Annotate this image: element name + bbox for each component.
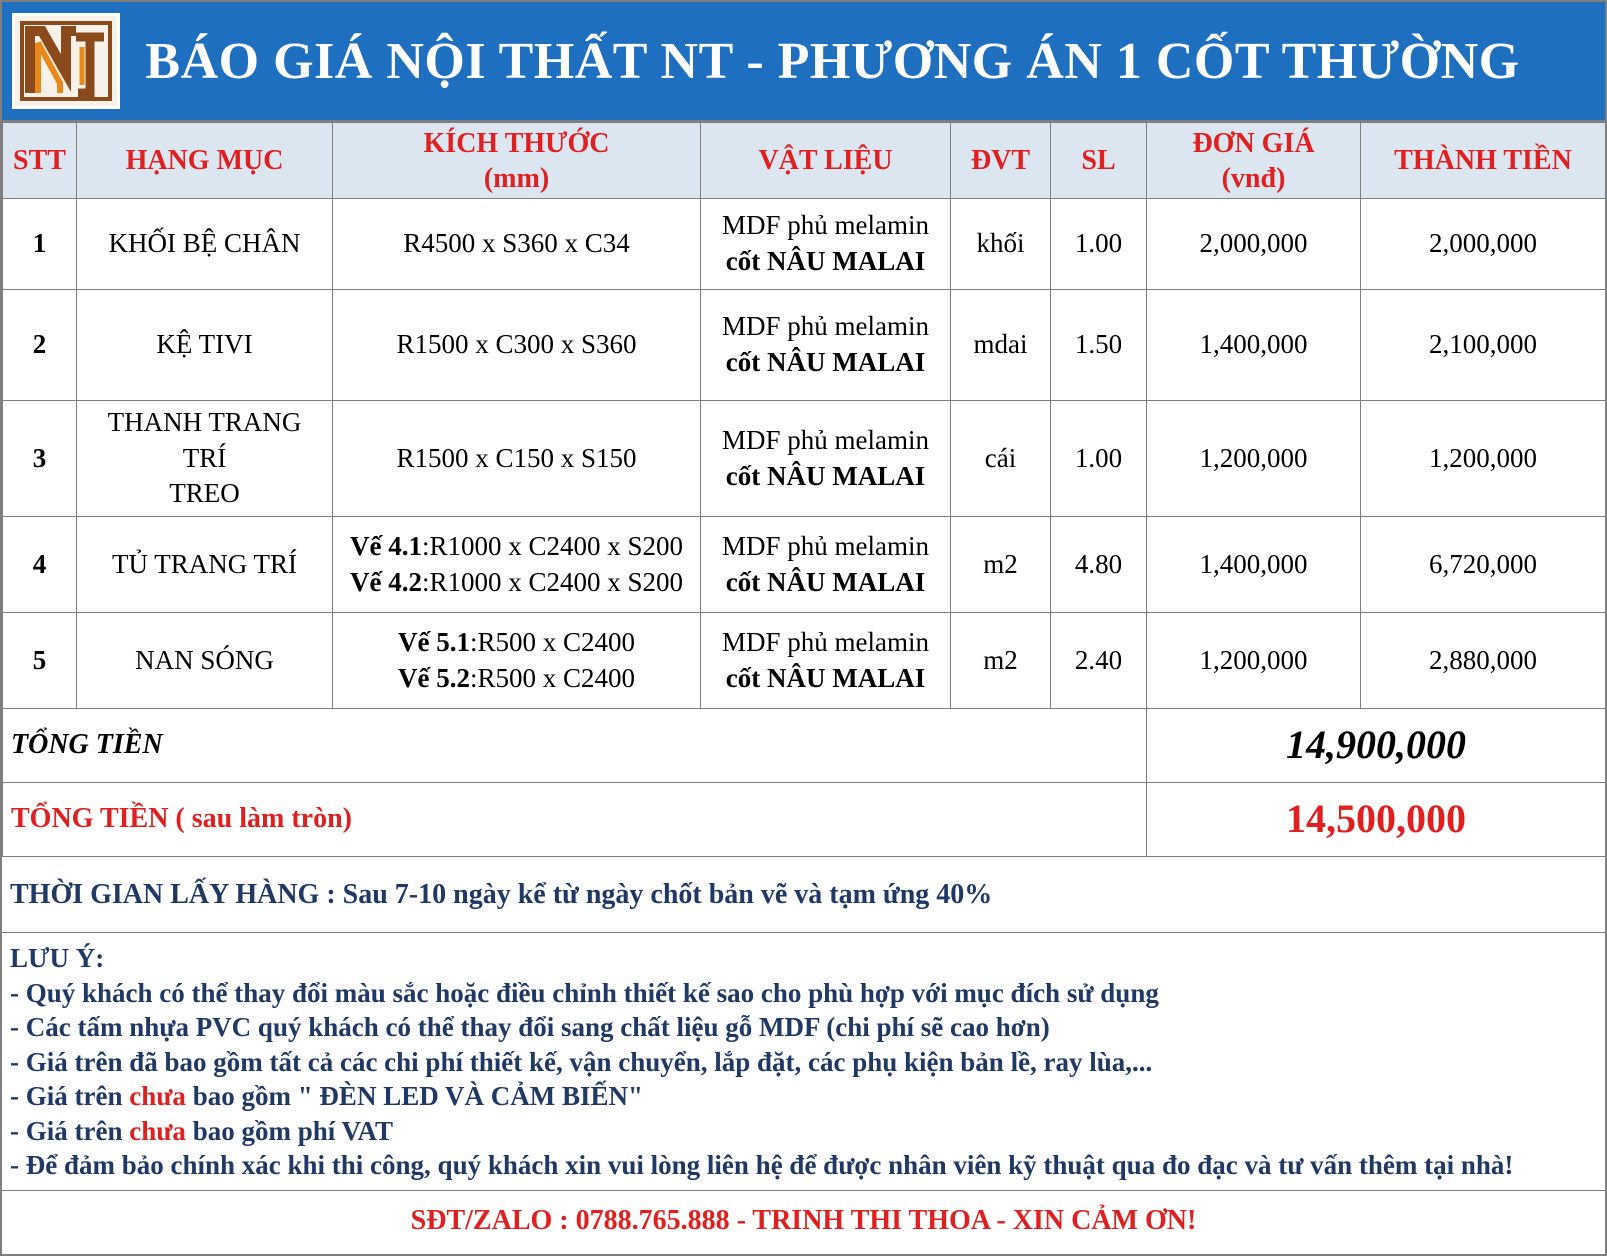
note-line: [10, 1079, 1597, 1114]
material-line1: MDF phủ melamin: [722, 424, 929, 455]
cell-item: [77, 199, 333, 290]
cell-price: 1,200,000: [1147, 401, 1361, 517]
col-qty: SL: [1051, 123, 1147, 199]
size-line1: [339, 625, 694, 661]
col-size: [333, 123, 701, 199]
cell-amount: 2,100,000: [1361, 290, 1606, 401]
item-line1: KHỐI BỆ CHÂN: [108, 228, 301, 259]
size-value: R1500 x C150 x S150: [396, 442, 637, 473]
item-line1: NAN SÓNG: [135, 644, 274, 675]
note-highlight: chưa: [129, 1115, 186, 1146]
note-line: - Các tấm nhựa PVC quý khách có thể thay đổi sang chất liệu gỗ MDF (chi phí sẽ cao hơn): [10, 1012, 1050, 1042]
cell-material: [701, 613, 951, 709]
col-price: [1147, 123, 1361, 199]
material-line2: cốt NÂU MALAI: [725, 347, 926, 377]
cell-qty: 1.00: [1051, 199, 1147, 290]
table-header-row: [3, 123, 1606, 199]
total-label: TỔNG TIỀN: [3, 709, 1147, 783]
material-line2: cốt NÂU MALAI: [725, 246, 926, 276]
delivery-time: THỜI GIAN LẤY HÀNG : Sau 7-10 ngày kể từ ngày chốt bản vẽ và tạm ứng 40%: [2, 857, 1605, 933]
cell-size: [333, 613, 701, 709]
total-row: [3, 709, 1606, 783]
cell-size: [333, 290, 701, 401]
size-part-label: Vế 4.2: [349, 566, 422, 597]
item-line1: THANH TRANG TRÍ: [107, 407, 302, 473]
cell-stt: 1: [3, 199, 77, 290]
note-text: - Giá trên: [10, 1115, 130, 1146]
quotation-table: [2, 122, 1606, 857]
note-text: - Giá trên: [10, 1081, 130, 1111]
material-line1: MDF phủ melamin: [722, 311, 929, 342]
size-part-label: Vế 5.1: [397, 626, 470, 657]
material-line1: MDF phủ melamin: [722, 626, 929, 657]
cell-price: 2,000,000: [1147, 199, 1361, 290]
note-line: [10, 1114, 1597, 1149]
cell-stt: 4: [3, 517, 77, 613]
notes-section: [2, 933, 1605, 1191]
cell-amount: 1,200,000: [1361, 401, 1606, 517]
table-row: [3, 517, 1606, 613]
note-highlight: chưa: [129, 1081, 186, 1111]
item-line1: TỦ TRANG TRÍ: [111, 548, 297, 579]
header-bar: [2, 2, 1605, 122]
size-part-value: :R1000 x C2400 x S200: [421, 566, 684, 597]
cell-price: 1,200,000: [1147, 613, 1361, 709]
item-line1: KỆ TIVI: [156, 329, 253, 360]
table-row: [3, 401, 1606, 517]
cell-item: [77, 290, 333, 401]
col-price-line2: (vnđ): [1221, 162, 1286, 194]
col-stt: STT: [3, 123, 77, 199]
cell-material: [701, 199, 951, 290]
cell-material: [701, 290, 951, 401]
material-line2: cốt NÂU MALAI: [725, 566, 926, 597]
cell-amount: 2,880,000: [1361, 613, 1606, 709]
col-size-line2: (mm): [483, 162, 550, 194]
cell-unit: khối: [951, 199, 1051, 290]
cell-stt: 2: [3, 290, 77, 401]
cell-size: [333, 517, 701, 613]
cell-price: 1,400,000: [1147, 290, 1361, 401]
material-line2: cốt NÂU MALAI: [725, 662, 926, 693]
col-price-line1: ĐƠN GIÁ: [1192, 127, 1315, 159]
cell-material: [701, 517, 951, 613]
col-material: VẬT LIỆU: [701, 123, 951, 199]
note-line: - Quý khách có thể thay đổi màu sắc hoặc điều chỉnh thiết kế sao cho phù hợp với mục đích sử dụng: [10, 977, 1159, 1008]
footer-contact: SĐT/ZALO : 0788.765.888 - TRINH THI THOA - XIN CẢM ƠN!: [410, 1205, 1197, 1236]
cell-unit: m2: [951, 613, 1051, 709]
note-text: bao gồm phí VAT: [185, 1115, 394, 1146]
material-line1: MDF phủ melamin: [722, 530, 929, 561]
cell-amount: 2,000,000: [1361, 199, 1606, 290]
note-text: bao gồm " ĐÈN LED VÀ CẢM BIẾN": [185, 1081, 643, 1111]
size-line1: [339, 529, 694, 565]
cell-qty: 1.00: [1051, 401, 1147, 517]
size-part-value: :R500 x C2400: [469, 662, 635, 693]
page-title: BÁO GIÁ NỘI THẤT NT - PHƯƠNG ÁN 1 CỐT THƯỜNG: [145, 32, 1520, 90]
material-line1: MDF phủ melamin: [722, 210, 929, 241]
cell-item: [77, 517, 333, 613]
table-row: [3, 290, 1606, 401]
note-line: - Giá trên đã bao gồm tất cả các chi phí thiết kế, vận chuyển, lắp đặt, các phụ kiện bản lề, ray lùa,...: [10, 1046, 1153, 1077]
size-line2: [339, 661, 694, 697]
notes-heading: LƯU Ý:: [10, 943, 105, 973]
cell-item: [77, 401, 333, 517]
cell-unit: cái: [951, 401, 1051, 517]
item-line2: TREO: [169, 478, 240, 509]
cell-stt: 5: [3, 613, 77, 709]
col-item: HẠNG MỤC: [77, 123, 333, 199]
cell-qty: 1.50: [1051, 290, 1147, 401]
size-line2: [339, 565, 694, 601]
cell-size: [333, 401, 701, 517]
size-value: R1500 x C300 x S360: [396, 329, 637, 360]
total-value: 14,900,000: [1147, 709, 1606, 783]
col-size-line1: KÍCH THƯỚC: [423, 127, 610, 159]
size-value: R4500 x S360 x C34: [403, 228, 630, 259]
table-row: [3, 613, 1606, 709]
cell-size: [333, 199, 701, 290]
cell-amount: 6,720,000: [1361, 517, 1606, 613]
size-part-label: Vế 5.2: [397, 662, 470, 693]
rounded-total-row: [3, 783, 1606, 857]
cell-item: [77, 613, 333, 709]
rounded-total-label: TỔNG TIỀN ( sau làm tròn): [3, 783, 1147, 857]
table-row: [3, 199, 1606, 290]
cell-unit: m2: [951, 517, 1051, 613]
cell-material: [701, 401, 951, 517]
col-amount: THÀNH TIỀN: [1361, 123, 1606, 199]
size-part-label: Vế 4.1: [349, 530, 422, 561]
size-part-value: :R1000 x C2400 x S200: [421, 530, 684, 561]
cell-qty: 2.40: [1051, 613, 1147, 709]
rounded-total-value: 14,500,000: [1147, 783, 1606, 857]
cell-qty: 4.80: [1051, 517, 1147, 613]
col-unit: ĐVT: [951, 123, 1051, 199]
note-line: - Để đảm bảo chính xác khi thi công, quý khách xin vui lòng liên hệ để được nhân viên kỹ thuật qua đo đạc và tư vấn thêm tại nhà!: [10, 1150, 1514, 1180]
cell-unit: mdai: [951, 290, 1051, 401]
cell-price: 1,400,000: [1147, 517, 1361, 613]
size-part-value: :R500 x C2400: [469, 626, 635, 657]
company-logo: [12, 13, 120, 109]
cell-stt: 3: [3, 401, 77, 517]
material-line2: cốt NÂU MALAI: [725, 460, 926, 491]
nt-logo-icon: [20, 21, 112, 101]
